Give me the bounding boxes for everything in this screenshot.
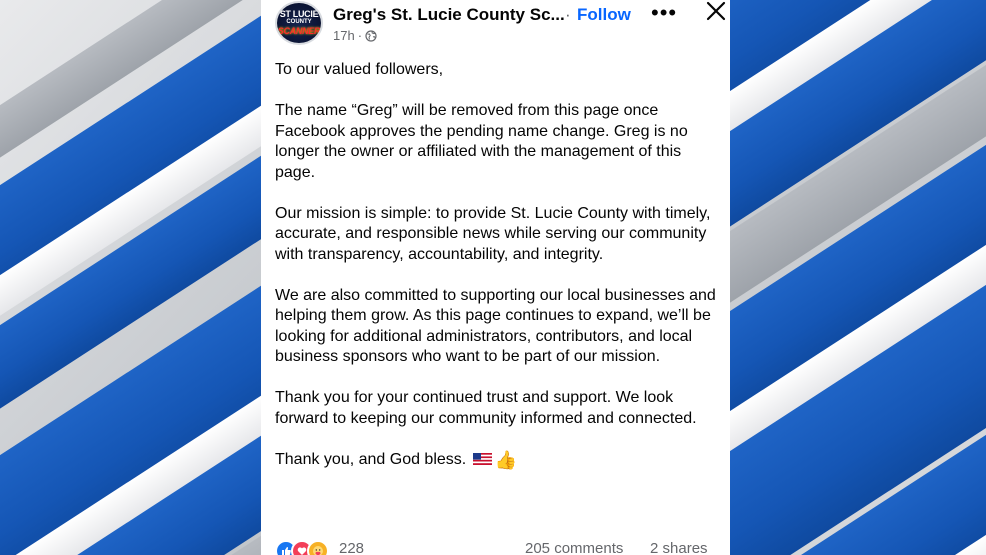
shares-count-link[interactable]: 2 shares [650,540,708,555]
closing-text: Thank you, and God bless. [275,450,467,468]
post-header [275,0,720,48]
avatar-text-line1: ST LUCIE [279,9,319,19]
more-options-button[interactable]: ••• [651,0,678,25]
follow-button[interactable]: Follow [577,5,631,24]
globe-icon [365,30,377,42]
post-paragraph-closing [275,450,720,471]
header-separator: · [565,5,571,24]
care-reaction-icon [307,540,329,555]
comments-count-link[interactable]: 205 comments [525,540,624,555]
thumbs-up-icon: 👍 [494,449,518,470]
page-avatar[interactable] [275,1,323,45]
post-timestamp[interactable]: 17h [333,28,355,43]
post-paragraph-mission: Our mission is simple: to provide St. Lucie County with timely, accurate, and responsible news while serving our community with transparency, accountability, and integrity. [275,204,711,263]
post-paragraph-name-change: The name “Greg” will be removed from this page once Facebook approves the pending name change. Greg is no longer the owner or affiliated with the management of this page. [275,102,688,181]
reaction-count[interactable]: 228 [339,540,365,555]
post-paragraph-businesses: We are also committed to supporting our local businesses and helping them grow. As this page continues to expand, we’ll be looking for additional administrators, contributors, and local business sponsors who want to be part of our mission. [275,286,716,365]
post-paragraph-thanks: Thank you for your continued trust and support. We look forward to keeping our community informed and connected. [275,389,697,427]
us-flag-icon [473,453,492,465]
post-meta [333,28,377,43]
page-name-link[interactable]: Greg's St. Lucie County Sc... [333,5,565,24]
post-paragraph-greeting: To our valued followers, [275,61,444,78]
avatar-text-line2: COUNTY [286,19,312,25]
meta-separator: · [357,28,363,43]
facebook-post-card [261,0,730,555]
post-footer [275,538,716,555]
reaction-icons[interactable] [275,540,323,555]
post-body [275,60,720,491]
avatar-text-line3: SCANNER [277,26,321,36]
close-icon[interactable] [703,0,729,24]
